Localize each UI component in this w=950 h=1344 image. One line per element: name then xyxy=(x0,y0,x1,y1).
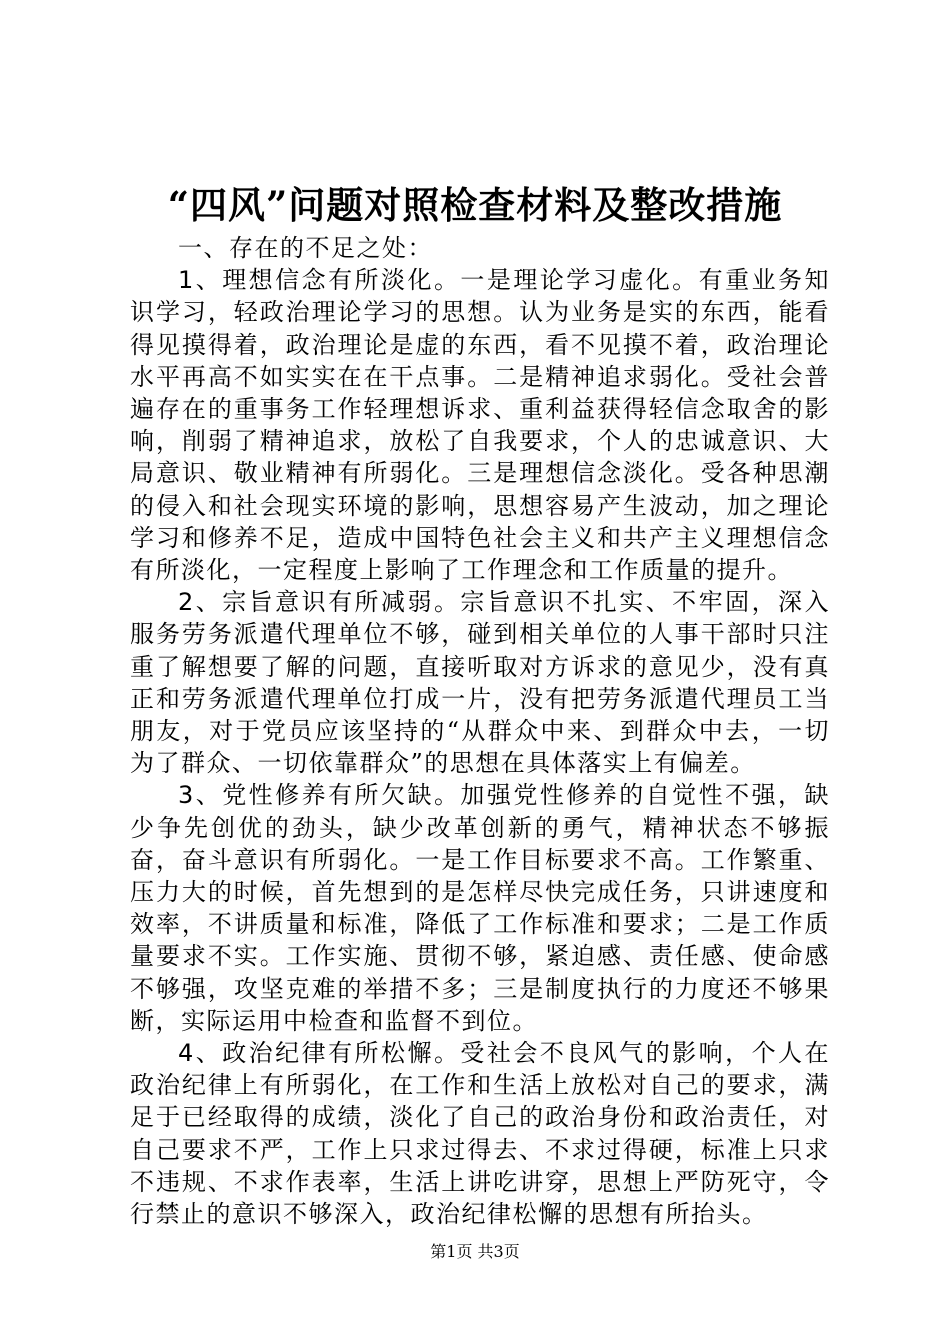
document-title: “四风”问题对照检查材料及整改措施 xyxy=(167,183,783,227)
paragraph-4-text: 受社会不良风气的影响，个人在政治纪律上有所弱化，在工作和生活上放松对自己的要求，满足于已经取得的成绩，淡化了自己的政治身份和政治责任，对自己要求不严，工作上只求过得去、不求过得硬，标准上只求不违规、不求作表率，生活上讲吃讲穿，思想上严防死守，令行禁止的意识不够深入，政治纪律松懈的思想有所抬头。 xyxy=(130,1039,830,1229)
paragraph-1 xyxy=(130,264,830,586)
paragraph-2-lead: 2、宗旨意识有所减弱。 xyxy=(178,588,461,617)
paragraph-4-lead: 4、政治纪律有所松懈。 xyxy=(178,1039,461,1068)
paragraph-1-text: 一是理论学习虚化。有重业务知识学习，轻政治理论学习的思想。认为业务是实的东西，能看得见摸得着，政治理论是虚的东西，看不见摸不着，政治理论水平再高不如实实在在干点事。二是精神追求弱化。受社会普遍存在的重事务工作轻理想诉求、重利益获得轻信念取舍的影响，削弱了精神追求，放松了自我要求，个人的忠诚意识、大局意识、敬业精神有所弱化。三是理想信念淡化。受各种思潮的侵入和社会现实环境的影响，思想容易产生波动，加之理论学习和修养不足，造成中国特色社会主义和共产主义理想信念有所淡化，一定程度上影响了工作理念和工作质量的提升。 xyxy=(130,266,830,585)
paragraph-4 xyxy=(130,1037,830,1230)
section-heading: 一、存在的不足之处： xyxy=(178,234,433,262)
page-footer: 第1页 共3页 xyxy=(430,1242,520,1261)
paragraph-3-text: 加强党性修养的自觉性不强，缺少争先创优的劲头，缺少改革创新的勇气，精神状态不够振奋，奋斗意识有所弱化。一是工作目标要求不高。工作繁重、压力大的时候，首先想到的是怎样尽快完成任务，只讲速度和效率，不讲质量和标准，降低了工作标准和要求；二是工作质量要求不实。工作实施、贯彻不够，紧迫感、责任感、使命感不够强，攻坚克难的举措不多；三是制度执行的力度还不够果断，实际运用中检查和监督不到位。 xyxy=(130,781,830,1035)
paragraph-1-lead: 1、理想信念有所淡化。 xyxy=(178,266,461,295)
paragraph-3 xyxy=(130,779,830,1037)
paragraph-2 xyxy=(130,586,830,779)
paragraph-2-text: 宗旨意识不扎实、不牢固，深入服务劳务派遣代理单位不够，碰到相关单位的人事干部时只注重了解想要了解的问题，直接听取对方诉求的意见少，没有真正和劳务派遣代理单位打成一片，没有把劳务派遣代理员工当朋友，对于党员应该坚持的“从群众中来、到群众中去，一切为了群众、一切依靠群众”的思想在具体落实上有偏差。 xyxy=(130,588,830,778)
document-body xyxy=(130,232,830,1230)
paragraph-3-lead: 3、党性修养有所欠缺。 xyxy=(178,781,461,810)
